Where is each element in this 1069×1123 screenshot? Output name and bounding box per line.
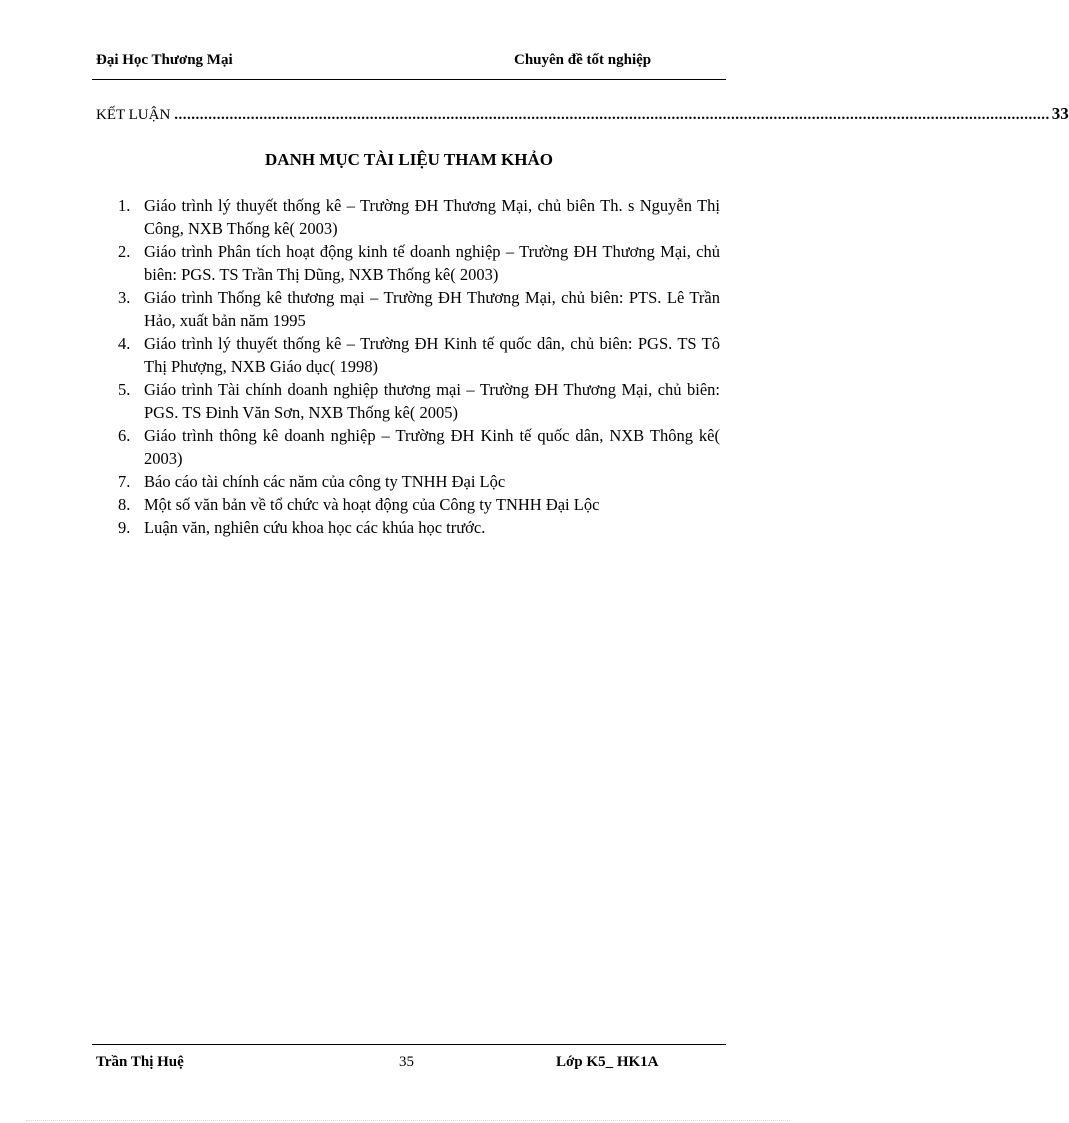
reference-text: Giáo trình lý thuyết thống kê – Trường ĐH Thương Mại, chủ biên Th. s Nguyễn Thị Công, NXB Thống kê( 2003)	[144, 196, 720, 238]
reference-text: Giáo trình Tài chính doanh nghiệp thương mại – Trường ĐH Thương Mại, chủ biên: PGS. TS Đinh Văn Sơn, NXB Thống kê( 2005)	[144, 380, 720, 422]
reference-text: Giáo trình Phân tích hoạt động kinh tế doanh nghiệp – Trường ĐH Thương Mại, chủ biên: PGS. TS Trần Thị Dũng, NXB Thống kê( 2003)	[144, 242, 720, 284]
page-edge-divider	[26, 1120, 790, 1121]
reference-number: 4.	[118, 334, 131, 353]
reference-number: 7.	[118, 472, 131, 491]
footer-author: Trần Thị Huệ	[96, 1054, 184, 1070]
reference-number: 6.	[118, 426, 131, 445]
footer-page-number: 35	[399, 1054, 414, 1070]
header-school: Đại Học Thương Mại	[96, 52, 233, 68]
reference-number: 5.	[118, 380, 131, 399]
reference-item	[118, 470, 720, 493]
reference-number: 2.	[118, 242, 131, 261]
reference-text: Báo cáo tài chính các năm của công ty TNHH Đại Lộc	[144, 472, 506, 491]
reference-item	[118, 424, 720, 470]
reference-item	[118, 378, 720, 424]
reference-number: 1.	[118, 196, 131, 215]
reference-text: Giáo trình Thống kê thương mại – Trường ĐH Thương Mại, chủ biên: PTS. Lê Trần Hảo, xuất bản năm 1995	[144, 288, 720, 330]
reference-item	[118, 286, 720, 332]
header-doc-type: Chuyên đề tốt nghiệp	[514, 52, 652, 68]
reference-item	[118, 516, 720, 539]
toc-entry	[96, 104, 1069, 124]
reference-text: Giáo trình thông kê doanh nghiệp – Trường ĐH Kinh tế quốc dân, NXB Thông kê( 2003)	[144, 426, 720, 468]
reference-number: 9.	[118, 518, 131, 537]
footer-class: Lớp K5_ HK1A	[556, 1054, 659, 1070]
footer-rule	[92, 1044, 726, 1045]
reference-item	[118, 332, 720, 378]
reference-item	[118, 493, 720, 516]
toc-label: KẾT LUẬN	[96, 107, 171, 123]
reference-number: 3.	[118, 288, 131, 307]
references-title: DANH MỤC TÀI LIỆU THAM KHẢO	[265, 150, 553, 169]
reference-text: Giáo trình lý thuyết thống kê – Trường ĐH Kinh tế quốc dân, chủ biên: PGS. TS Tô Thị Phượng, NXB Giáo dục( 1998)	[144, 334, 720, 376]
reference-item	[118, 194, 720, 240]
reference-list	[118, 194, 720, 539]
reference-item	[118, 240, 720, 286]
toc-page-number: 33	[1051, 104, 1069, 123]
toc-leader-dots: ..............................................................................................................................................................................................................	[174, 107, 1050, 123]
header-rule	[92, 79, 726, 80]
reference-text: Một số văn bản về tổ chức và hoạt động của Công ty TNHH Đại Lộc	[144, 495, 600, 514]
reference-number: 8.	[118, 495, 131, 514]
reference-text: Luận văn, nghiên cứu khoa học các khúa học trước.	[144, 518, 486, 537]
